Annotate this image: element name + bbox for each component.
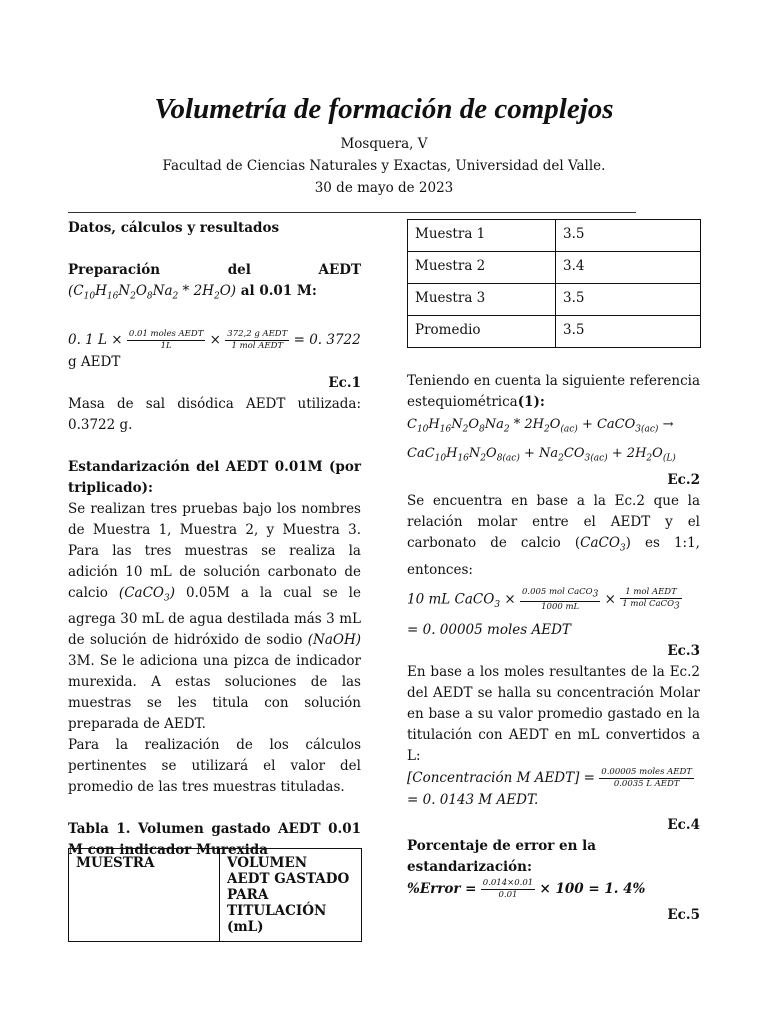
std-paragraph-part1: Se realizan tres pruebas bajo los nombres de Muestra 1, Muestra 2, y Muestra 3. Para las tres muestras se realiza la adición 10 mL de solución carbonato de calcio — [68, 500, 361, 601]
eq4-fraction — [599, 767, 694, 790]
table-1-body — [407, 219, 701, 348]
eq5-label: Ec.5 — [667, 906, 700, 923]
eq1-frac1-den: 1L — [160, 340, 172, 351]
table-cell-label: Muestra 2 — [408, 252, 556, 284]
table-header-sample: MUESTRA — [69, 849, 220, 942]
table-cell-label: Muestra 3 — [408, 284, 556, 316]
eq3-frac1-num: 0.005 mol CaCO — [521, 586, 593, 597]
eq1-frac2-num: 372,2 g AEDT — [227, 328, 288, 339]
relation-text: Se encuentra en base a la Ec.2 que la relación molar entre el AEDT y el carbonato de calcio (CaCO$_3$) es 1:1, entonces: — [407, 493, 700, 578]
eq3-frac1-den: 1000 mL — [541, 601, 580, 612]
table-caption: Tabla 1. Volumen gastado AEDT 0.01 M con indicador Murexida — [68, 821, 361, 859]
right-column — [407, 371, 700, 926]
eq4-result: = 0. 0143 M AEDT. — [407, 791, 539, 808]
eq5-result: × 100 = 1. 4% — [539, 880, 646, 897]
eq1-result: = 0. 3722 — [293, 331, 361, 348]
prep-heading — [68, 260, 361, 281]
eq5-frac-num: 0.014×0.01 — [482, 877, 534, 888]
table-cell-label: Promedio — [408, 316, 556, 348]
paper-title: Volumetría de formación de complejos — [154, 93, 614, 125]
eq1-fraction-1 — [127, 329, 205, 352]
error-heading: Porcentaje de error en la estandarización: — [407, 837, 597, 875]
table-cell-label: Muestra 1 — [408, 220, 556, 252]
std-paragraph-part3: 3M. Se le adiciona una pizca de indicador murexida. A estas soluciones de las muestras se les titula con solución preparada de AEDT. — [68, 653, 361, 733]
eq1-fraction-2 — [225, 329, 289, 352]
eq3-fraction-2: $\frac{\text{1 mol AEDT}}{1 mol CaCO_3}$ — [622, 586, 680, 612]
std-paragraph-2: Para la realización de los cálculos pertinentes se utilizará el valor del promedio de las tres muestras tituladas. — [68, 737, 361, 796]
eq3-frac2-num: 1 mol AEDT — [620, 587, 682, 599]
affiliation: Facultad de Ciencias Naturales y Exactas, Universidad del Valle. — [162, 158, 606, 174]
relation-text-part1: Se encuentra en base a la Ec.2 que la relación molar entre el AEDT y el carbonato de calcio ( — [407, 493, 700, 552]
relation-text-part2: ) es 1:1, entonces: — [407, 535, 700, 578]
author: Mosquera, V — [340, 136, 428, 152]
left-column — [68, 218, 361, 861]
reference-text-body: Teniendo en cuenta la siguiente referencia estequiométrica — [407, 373, 700, 410]
eq4-lhs: [Concentración M AEDT] = — [407, 769, 595, 786]
eq1-lhs: 0. 1 L × — [68, 331, 123, 348]
header-divider — [68, 212, 636, 213]
prep-heading-suffix: al 0.01 M: — [240, 283, 317, 299]
table-1-header — [68, 848, 362, 942]
std-paragraph: Se realizan tres pruebas bajo los nombres de Muestra 1, Muestra 2, y Muestra 3. Para las tres muestras se realiza la adición 10 mL de solución carbonato de calcio (CaCO$_3$) 0.05M a la cual se le agrega 30 mL de agua destilada más 3 mL de solución de hidróxido de sodio (NaOH) 3M. Se le adiciona una pizca de indicador murexida. A estas soluciones de las muestras se les titula con solución preparada de AEDT. — [68, 500, 361, 733]
eq5-fraction — [481, 878, 535, 901]
eq3-frac2-den: 1 mol CaCO — [622, 598, 675, 609]
eq1-unit: g AEDT — [68, 353, 121, 370]
table-row — [408, 252, 701, 284]
eq4-frac-den: 0.0035 L AEDT — [613, 778, 680, 789]
eq2-label: Ec.2 — [667, 472, 700, 489]
equation-3: 10 mL CaCO$_3$ × $\frac{0.005 mol CaCO_3}{1000 mL}$ × $\frac{\text{1 mol AEDT}}{1 mol CaCO_3}$ — [407, 586, 680, 612]
prep-heading-formula: $(C_{10}H_{16}N_2O_8Na_2 * 2H_2O)$ al 0.01 M: — [68, 283, 317, 302]
table-row — [408, 220, 701, 252]
table-cell-value: 3.5 — [556, 220, 701, 252]
mass-text: Masa de sal disódica AEDT utilizada: 0.3722 g. — [68, 395, 361, 433]
table-cell-value: 3.5 — [556, 284, 701, 316]
eq5-frac-den: 0.01 — [498, 889, 518, 900]
eq1-frac1-num: 0.01 moles AEDT — [128, 328, 204, 339]
table-row — [408, 284, 701, 316]
std-paragraph-part2: 0.05M a la cual se le agrega 30 mL de agua destilada más 3 mL de solución de hidróxido de sodio — [68, 584, 361, 649]
equation-1: 0. 1 L × $\frac{\text{0.01 moles AEDT}}{1L}$ × $\frac{\text{372,2 g AEDT}}{\text{1 mol AEDT}}$ = 0. 3722 — [68, 328, 361, 351]
eq4-frac-num: 0.00005 moles AEDT — [601, 766, 692, 777]
eq3-lhs: 10 mL CaCO — [407, 591, 495, 608]
reference-text — [407, 371, 700, 413]
table-cell-value: 3.5 — [556, 316, 701, 348]
date: 30 de mayo de 2023 — [314, 180, 454, 196]
eq1-frac2-den: 1 mol AEDT — [231, 340, 284, 351]
prep-heading-text: Preparación del AEDT — [68, 262, 361, 278]
section-heading: Datos, cálculos y resultados — [68, 220, 280, 236]
eq3-label: Ec.3 — [667, 642, 700, 659]
eq1-label: Ec.1 — [328, 374, 361, 391]
eq3-fraction-1: $\frac{0.005 mol CaCO_3}{1000 mL}$ — [521, 586, 599, 612]
table-header-volume: VOLUMEN AEDT GASTADO PARA TITULACIÓN (mL) — [220, 849, 362, 942]
equation-5 — [407, 878, 700, 901]
std-heading: Estandarización del AEDT 0.01M (por triplicado): — [68, 458, 361, 496]
table-cell-value: 3.4 — [556, 252, 701, 284]
table-row — [408, 316, 701, 348]
molar-text: En base a los moles resultantes de la Ec.2 del AEDT se halla su concentración Molar en base a su valor promedio gastado en la titulación con AEDT en mL convertidos a L: — [407, 663, 700, 764]
reference-citation: (1): — [517, 394, 545, 410]
eq4-label: Ec.4 — [667, 816, 700, 833]
eq3-result: = 0. 00005 moles AEDT — [407, 621, 571, 638]
equation-4 — [407, 767, 700, 790]
eq5-lhs: %Error = — [407, 880, 477, 897]
equation-2: $C_{10}H_{16}N_2O_8Na_2 * 2H_2O_{(ac)}$ + CaCO$_{3(ac)}$ → $CaC_{10}H_{16}N_2O_{8(ac)} + Na_2CO_{3(ac)} + 2H_2O_{(L)}$ — [407, 417, 676, 464]
